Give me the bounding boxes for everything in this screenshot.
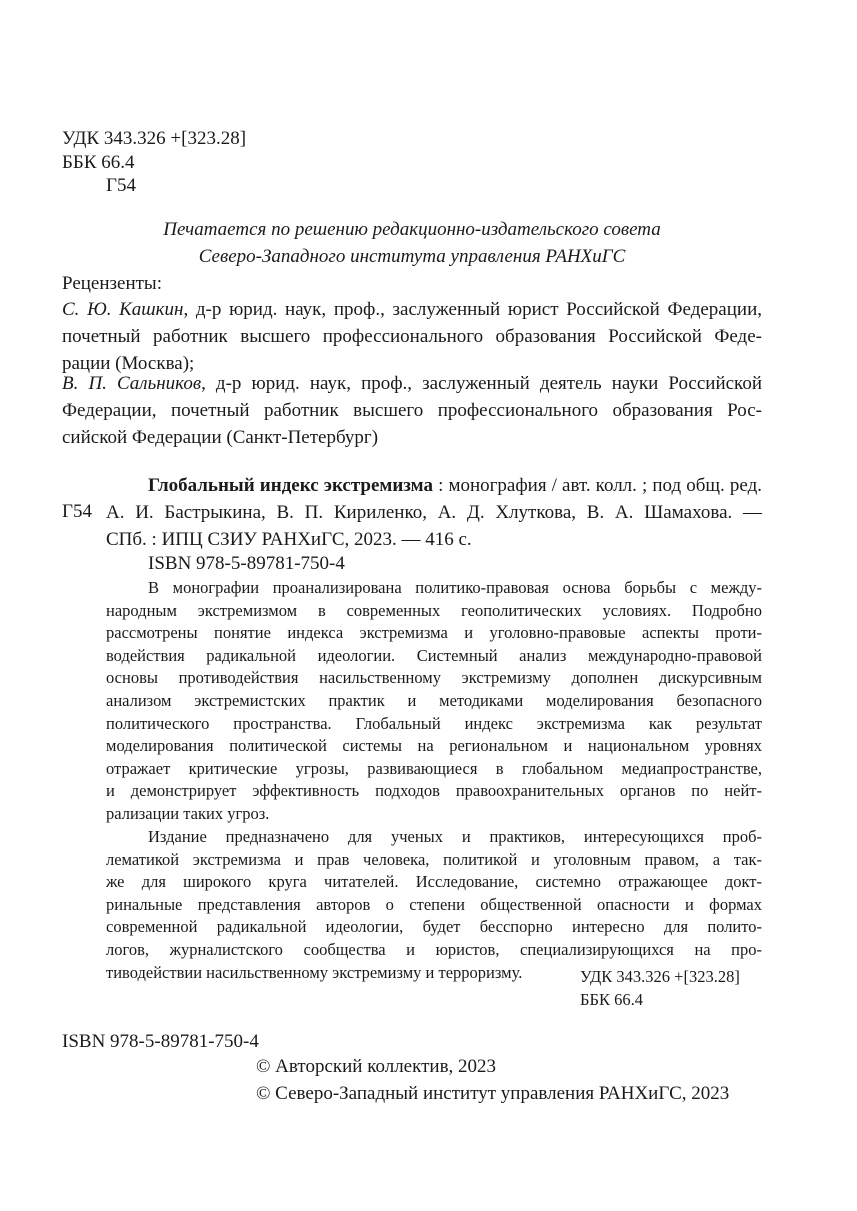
footer-isbn: ISBN 978-5-89781-750-4 (62, 1031, 259, 1052)
reviewer-1-line3: рации (Москва); (62, 353, 195, 374)
annotation-p1-line: моделирования политической системы на региональном и национальном уровнях (106, 736, 762, 756)
catalog-line1-rest: : монография / авт. колл. ; под общ. ред. (432, 475, 762, 496)
annotation-bbk: ББК 66.4 (580, 990, 643, 1009)
annotation-p2-line: Издание предназначено для ученых и практиков, интересующихся проб- (148, 827, 762, 846)
udk-code: УДК 343.326 +[323.28] (62, 128, 247, 149)
author-sign: Г54 (106, 175, 136, 196)
book-title: Глобальный индекс экстремизма (148, 475, 433, 496)
reviewer-2 (62, 370, 762, 451)
annotation-p2-line: логов, журналистского сообщества и юристов, специализирующихся на про- (106, 939, 762, 959)
reviewer-1-name: С. Ю. Кашкин (62, 299, 184, 320)
reviewer-2-line1 (62, 370, 762, 397)
annotation-p1-line: политического пространства. Глобальный индекс экстремизма как результат (106, 713, 762, 733)
reviewer-1-line2: почетный работник высшего профессионального образования Российской Феде- (62, 326, 762, 347)
reviewers-title: Рецензенты: (62, 273, 162, 294)
copyright-authors: © Авторский коллектив, 2023 (256, 1056, 497, 1077)
annotation-p2-line: лематикой экстремизма и прав человека, политикой и уголовным правом, а так- (106, 849, 762, 869)
catalog-sign: Г54 (62, 501, 92, 522)
annotation-udk: УДК 343.326 +[323.28] (580, 967, 740, 986)
annotation-p1-line: рализации таких угроз. (106, 803, 270, 823)
catalog-line3: СПб. : ИПЦ СЗИУ РАНХиГС, 2023. — 416 с. (106, 529, 472, 550)
publishing-note-line2: Северо-Западного института управления РАНХиГС (198, 246, 626, 267)
catalog-entry (106, 472, 762, 553)
publishing-note (62, 216, 762, 270)
annotation-p2-line: тиводействии насильственному экстремизму и терроризму. (106, 962, 523, 982)
annotation-p2-line: современной радикальной идеологии, будет бесспорно интересно для полито- (106, 917, 762, 937)
annotation-paragraph-2 (106, 826, 762, 984)
annotation-p1-line: В монографии проанализирована политико-правовая основа борьбы с между- (148, 578, 762, 597)
annotation-p1-line: отражает критические угрозы, развивающиеся в глобальном медиапространстве, (106, 758, 762, 778)
reviewer-1-line1 (62, 296, 762, 323)
publishing-note-line1: Печатается по решению редакционно-издательского совета (163, 219, 661, 240)
annotation-p1-line: и демонстрирует эффективность подходов правоохранительных органов по нейт- (106, 781, 762, 801)
catalog-line1 (106, 472, 762, 499)
catalog-line2: А. И. Бастрыкина, В. П. Кириленко, А. Д. Хлуткова, В. А. Шамахова. — (106, 502, 762, 523)
reviewer-1 (62, 296, 762, 377)
annotation-p2-line: ринальные представления авторов о степени общественной опасности и формах (106, 894, 762, 914)
catalog-isbn: ISBN 978-5-89781-750-4 (148, 553, 345, 574)
annotation-p2-line: же для широкого круга читателей. Исследование, системно отражающее докт- (106, 872, 762, 892)
reviewer-2-line1-rest: , д-р юрид. наук, проф., заслуженный деятель науки Российской (201, 373, 762, 394)
reviewer-1-line1-rest: , д-р юрид. наук, проф., заслуженный юрист Российской Федерации, (183, 299, 762, 320)
copyright-institute: © Северо-Западный институт управления РАНХиГС, 2023 (256, 1083, 730, 1104)
annotation-p1-line: основы противодействия насильственному экстремизму дополнен дискурсивным (106, 668, 762, 688)
annotation-p1-line: рассмотрены понятие индекса экстремизма и уголовно-правовые аспекты проти- (106, 623, 762, 643)
annotation-p1-line: анализом экстремистских практик и методиками моделирования безопасного (106, 690, 762, 710)
reviewer-2-line2: Федерации, почетный работник высшего профессионального образования Рос- (62, 400, 762, 421)
reviewer-2-line3: сийской Федерации (Санкт-Петербург) (62, 427, 379, 448)
bbk-code: ББК 66.4 (62, 152, 135, 173)
annotation-p1-line: водействия радикальной идеологии. Системный анализ международно-правовой (106, 645, 762, 665)
annotation-paragraph-1 (106, 577, 762, 826)
annotation-p1-line: народным экстремизмом в современных геополитических условиях. Подробно (106, 600, 762, 620)
reviewer-2-name: В. П. Сальников (62, 373, 202, 394)
